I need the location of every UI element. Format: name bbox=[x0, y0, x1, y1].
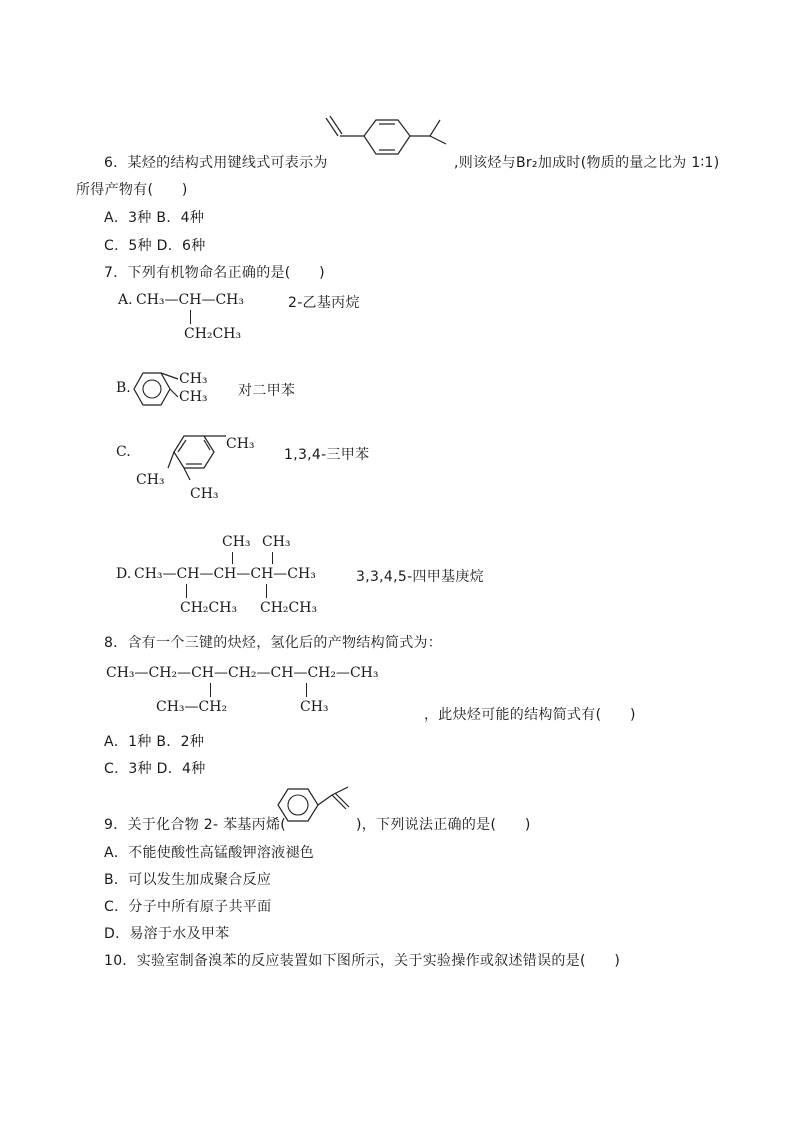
q9-2-phenylpropene-structure bbox=[272, 785, 358, 835]
q6-skeletal-structure bbox=[322, 112, 454, 162]
q7-d-up-methyl-1: CH₃ bbox=[222, 534, 251, 550]
q7-d-down-bond-1 bbox=[186, 584, 187, 598]
q7-d-label: D. bbox=[116, 566, 132, 582]
q9-stem-part2: )，下列说法正确的是( ) bbox=[356, 817, 531, 833]
q6-options-ab: A．3种 B．4种 bbox=[104, 210, 205, 226]
q9-option-d: D．易溶于水及甲苯 bbox=[104, 926, 230, 942]
q7-c-methyl-3: CH₃ bbox=[190, 486, 219, 502]
q8-branch-1: CH₃—CH₂ bbox=[156, 699, 228, 715]
q9-option-b: B．可以发生加成聚合反应 bbox=[104, 872, 272, 888]
q6-stem-part2: ,则该烃与Br₂加成时(物质的量之比为 1∶1) bbox=[454, 155, 720, 171]
q6-options-cd: C．5种 D．6种 bbox=[104, 238, 206, 254]
q8-main-chain: CH₃—CH₂—CH—CH₂—CH—CH₂—CH₃ bbox=[106, 665, 379, 681]
q7-stem: 7．下列有机物命名正确的是( ) bbox=[104, 265, 325, 281]
q9-stem-part1: 9．关于化合物 2- 苯基丙烯( bbox=[104, 817, 287, 833]
q7-d-down-bond-2 bbox=[266, 584, 267, 598]
q9-option-a: A．不能使酸性高锰酸钾溶液褪色 bbox=[104, 845, 315, 861]
q7-a-label: A. bbox=[118, 292, 133, 308]
q7-b-methyl-1: CH₃ bbox=[179, 371, 208, 387]
q7-b-methyl-2: CH₃ bbox=[179, 389, 208, 405]
q7-a-name: 2-乙基丙烷 bbox=[288, 295, 360, 311]
q7-d-up-bond-1 bbox=[232, 552, 233, 564]
q10-stem: 10．实验室制备溴苯的反应装置如下图所示，关于实验操作或叙述错误的是( ) bbox=[104, 953, 621, 969]
q8-options-ab: A．1种 B．2种 bbox=[104, 734, 205, 750]
q8-stem: 8．含有一个三键的炔烃，氢化后的产物结构简式为： bbox=[104, 635, 443, 651]
q7-a-branch: CH₂CH₃ bbox=[184, 326, 242, 342]
q9-option-c: C．分子中所有原子共平面 bbox=[104, 899, 272, 915]
q7-d-up-bond-2 bbox=[272, 552, 273, 564]
q8-branch-bond-1 bbox=[210, 683, 211, 697]
q7-d-down-ethyl-1: CH₂CH₃ bbox=[180, 600, 238, 616]
q6-stem-part1: 6．某烃的结构式用键线式可表示为 bbox=[104, 155, 328, 171]
q7-b-benzene-ring bbox=[130, 369, 180, 409]
q7-b-name: 对二甲苯 bbox=[238, 383, 296, 399]
q7-d-down-ethyl-2: CH₂CH₃ bbox=[260, 600, 318, 616]
q7-c-label: C. bbox=[116, 444, 131, 460]
q8-tail: ，此炔烃可能的结构简式有( ) bbox=[424, 707, 636, 723]
q7-c-name: 1,3,4-三甲苯 bbox=[284, 447, 370, 463]
q7-d-name: 3,3,4,5-四甲基庚烷 bbox=[356, 569, 484, 585]
q7-b-label: B. bbox=[116, 380, 131, 396]
q8-branch-bond-2 bbox=[306, 683, 307, 697]
q7-c-methyl-2: CH₃ bbox=[136, 472, 165, 488]
q7-a-main-chain: CH₃—CH—CH₃ bbox=[136, 292, 244, 308]
q8-options-cd: C．3种 D．4种 bbox=[104, 761, 206, 777]
q7-c-methyl-1: CH₃ bbox=[226, 436, 255, 452]
q7-c-benzene-ring bbox=[164, 430, 234, 486]
q7-d-up-methyl-2: CH₃ bbox=[262, 534, 291, 550]
q7-d-main-chain: CH₃—CH—CH—CH—CH₃ bbox=[134, 566, 316, 582]
q6-stem-part3: 所得产物有( ) bbox=[76, 182, 188, 198]
q8-branch-2: CH₃ bbox=[300, 699, 329, 715]
q7-a-branch-bond bbox=[190, 310, 191, 324]
